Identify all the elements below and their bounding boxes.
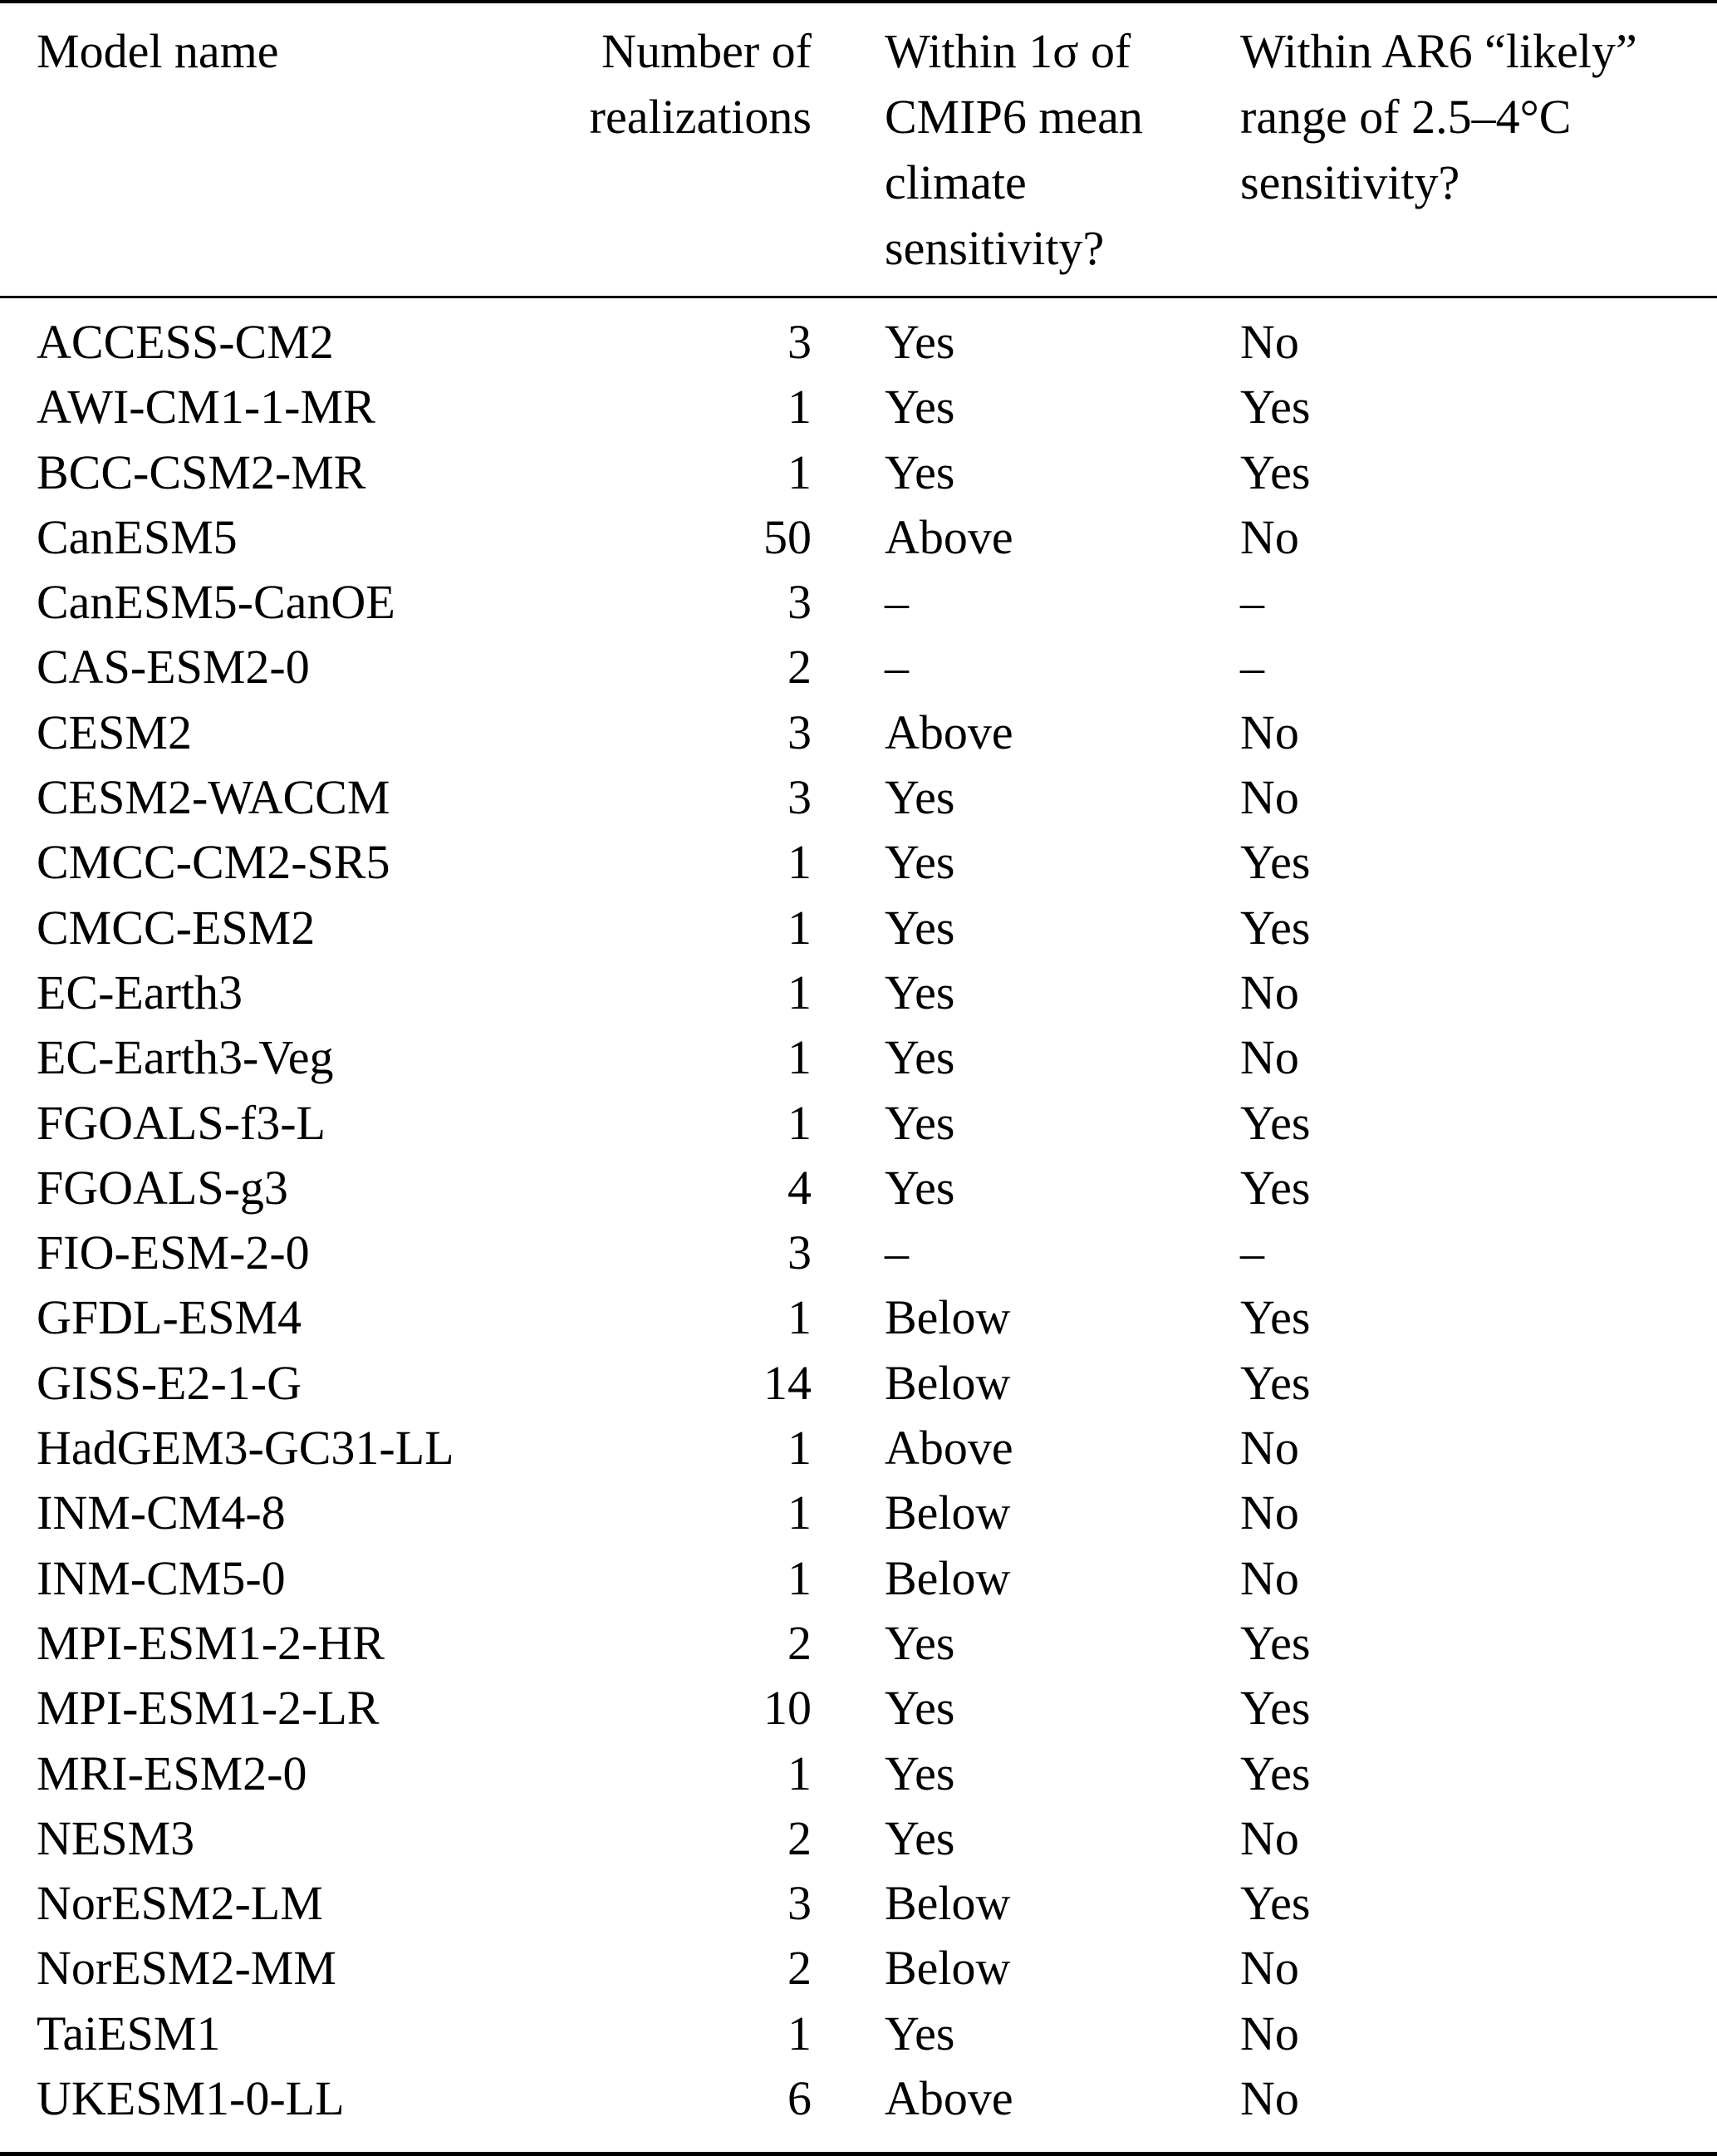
- ar6-likely-range-cell: Yes: [1240, 1095, 1311, 1150]
- model-name-cell: FGOALS-f3-L: [37, 1095, 326, 1150]
- realizations-cell: 2: [787, 1810, 812, 1865]
- model-name-cell: GFDL-ESM4: [37, 1290, 302, 1345]
- ar6-likely-range-cell: Yes: [1240, 1615, 1311, 1670]
- header-line: sensitivity?: [885, 221, 1105, 275]
- ar6-likely-range-cell: –: [1240, 1225, 1264, 1280]
- model-name-cell: ACCESS-CM2: [37, 315, 334, 369]
- table-row: [0, 1936, 1717, 2001]
- realizations-cell: 1: [787, 380, 812, 435]
- table-row: [0, 1676, 1717, 1741]
- table-bottom-rule: [0, 2152, 1717, 2156]
- cmip6-sigma-cell: Yes: [885, 1095, 955, 1150]
- table-body: [0, 310, 1717, 2131]
- model-name-cell: NorESM2-LM: [37, 1876, 323, 1931]
- ar6-likely-range-cell: No: [1240, 1810, 1299, 1865]
- realizations-cell: 3: [787, 575, 812, 630]
- model-name-cell: CESM2-WACCM: [37, 770, 390, 825]
- table-row: [0, 1351, 1717, 1416]
- cmip6-sigma-cell: Yes: [885, 444, 955, 499]
- model-name-cell: FGOALS-g3: [37, 1160, 288, 1215]
- realizations-cell: 4: [787, 1160, 812, 1215]
- realizations-cell: 1: [787, 965, 812, 1019]
- ar6-likely-range-cell: –: [1240, 575, 1264, 630]
- header-line: Number of: [601, 24, 812, 78]
- cmip6-sigma-cell: Yes: [885, 380, 955, 435]
- ar6-likely-range-cell: Yes: [1240, 1681, 1311, 1736]
- table-row: [0, 505, 1717, 570]
- realizations-cell: 1: [787, 2006, 812, 2060]
- header-line: realizations: [589, 90, 812, 144]
- table-row: [0, 1481, 1717, 1545]
- table-row: [0, 1025, 1717, 1090]
- realizations-cell: 3: [787, 1225, 812, 1280]
- cmip6-sigma-cell: Below: [885, 1941, 1011, 1996]
- table-row: [0, 1806, 1717, 1871]
- model-name-cell: CanESM5: [37, 509, 238, 564]
- header-line: sensitivity?: [1240, 155, 1460, 209]
- cmip6-sigma-cell: Yes: [885, 1681, 955, 1736]
- table-row: [0, 1156, 1717, 1220]
- header-line: CMIP6 mean: [885, 90, 1143, 144]
- realizations-cell: 1: [787, 900, 812, 955]
- realizations-cell: 1: [787, 1421, 812, 1476]
- cmip6-sigma-cell: Above: [885, 705, 1013, 759]
- model-name-cell: CAS-ESM2-0: [37, 640, 310, 695]
- cmip6-sigma-cell: Yes: [885, 315, 955, 369]
- header-line: range of 2.5–4°C: [1240, 90, 1572, 144]
- realizations-cell: 10: [763, 1681, 812, 1736]
- cmip6-sigma-cell: Below: [885, 1355, 1011, 1410]
- ar6-likely-range-cell: Yes: [1240, 1876, 1311, 1931]
- realizations-cell: 2: [787, 1941, 812, 1996]
- cmip6-sigma-cell: Yes: [885, 900, 955, 955]
- ar6-likely-range-cell: Yes: [1240, 1160, 1311, 1215]
- realizations-cell: 3: [787, 1876, 812, 1931]
- realizations-cell: 2: [787, 640, 812, 695]
- table-row: [0, 1416, 1717, 1481]
- cmip6-sigma-cell: –: [885, 1225, 909, 1280]
- realizations-cell: 50: [763, 509, 812, 564]
- ar6-likely-range-cell: Yes: [1240, 1746, 1311, 1800]
- table-row: [0, 1871, 1717, 1936]
- model-name-cell: MRI-ESM2-0: [37, 1746, 307, 1800]
- ar6-likely-range-cell: No: [1240, 1421, 1299, 1476]
- table-row: [0, 1546, 1717, 1611]
- model-name-cell: HadGEM3-GC31-LL: [37, 1421, 454, 1476]
- ar6-likely-range-cell: No: [1240, 315, 1299, 369]
- cmip6-sigma-cell: Above: [885, 2071, 1013, 2126]
- model-name-cell: AWI-CM1-1-MR: [37, 380, 375, 435]
- cmip6-sigma-cell: –: [885, 575, 909, 630]
- ar6-likely-range-cell: No: [1240, 1941, 1299, 1996]
- cmip6-sigma-cell: Yes: [885, 835, 955, 890]
- model-name-cell: MPI-ESM1-2-LR: [37, 1681, 380, 1736]
- header-line: Within AR6 “likely”: [1240, 24, 1637, 78]
- model-name-cell: CanESM5-CanOE: [37, 575, 395, 630]
- model-name-cell: NESM3: [37, 1810, 195, 1865]
- table-row: [0, 765, 1717, 830]
- realizations-cell: 6: [787, 2071, 812, 2126]
- table-header: [0, 18, 1717, 284]
- ar6-likely-range-cell: No: [1240, 705, 1299, 759]
- model-name-cell: GISS-E2-1-G: [37, 1355, 302, 1410]
- realizations-cell: 1: [787, 444, 812, 499]
- table-row: [0, 310, 1717, 375]
- model-name-cell: CESM2: [37, 705, 192, 759]
- cmip6-sigma-cell: Yes: [885, 1160, 955, 1215]
- ar6-likely-range-cell: No: [1240, 2006, 1299, 2060]
- cmip6-sigma-cell: Above: [885, 1421, 1013, 1476]
- cmip6-sigma-cell: Yes: [885, 2006, 955, 2060]
- table-row: [0, 1611, 1717, 1676]
- table-row: [0, 2001, 1717, 2066]
- model-name-cell: INM-CM5-0: [37, 1550, 286, 1605]
- cmip6-sigma-cell: Yes: [885, 1030, 955, 1085]
- realizations-cell: 1: [787, 1550, 812, 1605]
- cmip6-sigma-cell: Yes: [885, 1615, 955, 1670]
- realizations-cell: 1: [787, 1486, 812, 1540]
- cmip6-sigma-cell: Below: [885, 1550, 1011, 1605]
- model-name-cell: INM-CM4-8: [37, 1486, 286, 1540]
- ar6-likely-range-cell: Yes: [1240, 444, 1311, 499]
- realizations-cell: 1: [787, 1030, 812, 1085]
- ar6-likely-range-cell: No: [1240, 509, 1299, 564]
- model-name-cell: CMCC-CM2-SR5: [37, 835, 390, 890]
- cmip6-sigma-cell: Yes: [885, 1746, 955, 1800]
- realizations-cell: 1: [787, 835, 812, 890]
- realizations-cell: 3: [787, 315, 812, 369]
- ar6-likely-range-cell: Yes: [1240, 1290, 1311, 1345]
- model-name-cell: UKESM1-0-LL: [37, 2071, 345, 2126]
- model-name-cell: EC-Earth3-Veg: [37, 1030, 334, 1085]
- model-name-cell: CMCC-ESM2: [37, 900, 316, 955]
- ar6-likely-range-cell: Yes: [1240, 1355, 1311, 1410]
- table-row: [0, 830, 1717, 895]
- header-within-ar6: [1240, 18, 1637, 215]
- realizations-cell: 2: [787, 1615, 812, 1670]
- model-name-cell: BCC-CSM2-MR: [37, 444, 366, 499]
- realizations-cell: 3: [787, 770, 812, 825]
- table-row: [0, 960, 1717, 1025]
- table-top-rule: [0, 0, 1717, 3]
- table-row: [0, 896, 1717, 960]
- table-row: [0, 375, 1717, 440]
- header-line: climate: [885, 155, 1027, 209]
- ar6-likely-range-cell: No: [1240, 965, 1299, 1019]
- realizations-cell: 1: [787, 1746, 812, 1800]
- ar6-likely-range-cell: No: [1240, 1030, 1299, 1085]
- realizations-cell: 3: [787, 705, 812, 759]
- table-row: [0, 1741, 1717, 1806]
- ar6-likely-range-cell: Yes: [1240, 900, 1311, 955]
- ar6-likely-range-cell: No: [1240, 1486, 1299, 1540]
- cmip6-sigma-cell: Below: [885, 1486, 1011, 1540]
- realizations-cell: 14: [763, 1355, 812, 1410]
- ar6-likely-range-cell: No: [1240, 770, 1299, 825]
- ar6-likely-range-cell: Yes: [1240, 380, 1311, 435]
- table-row: [0, 440, 1717, 505]
- table-row: [0, 1091, 1717, 1156]
- model-name-cell: NorESM2-MM: [37, 1941, 336, 1996]
- table-row: [0, 2066, 1717, 2131]
- cmip6-sigma-cell: –: [885, 640, 909, 695]
- ar6-likely-range-cell: No: [1240, 2071, 1299, 2126]
- ar6-likely-range-cell: No: [1240, 1550, 1299, 1605]
- table-row: [0, 570, 1717, 635]
- cmip6-sigma-cell: Yes: [885, 965, 955, 1019]
- cmip6-sigma-cell: Yes: [885, 770, 955, 825]
- header-model-name: [37, 18, 279, 84]
- table-row: [0, 700, 1717, 765]
- table-row: [0, 1220, 1717, 1285]
- table-row: [0, 635, 1717, 700]
- header-number-of-realizations: [590, 18, 812, 150]
- ar6-likely-range-cell: Yes: [1240, 835, 1311, 890]
- ar6-likely-range-cell: –: [1240, 640, 1264, 695]
- realizations-cell: 1: [787, 1290, 812, 1345]
- cmip6-sigma-cell: Below: [885, 1876, 1011, 1931]
- header-line: Within 1σ of: [885, 24, 1131, 78]
- model-name-cell: FIO-ESM-2-0: [37, 1225, 310, 1280]
- cmip6-sigma-cell: Yes: [885, 1810, 955, 1865]
- table-header-rule: [0, 296, 1717, 298]
- model-name-cell: MPI-ESM1-2-HR: [37, 1615, 385, 1670]
- cmip6-sigma-cell: Above: [885, 509, 1013, 564]
- model-name-cell: TaiESM1: [37, 2006, 221, 2060]
- realizations-cell: 1: [787, 1095, 812, 1150]
- header-within-cmip6: [885, 18, 1143, 281]
- table-row: [0, 1285, 1717, 1350]
- model-name-cell: EC-Earth3: [37, 965, 243, 1019]
- cmip6-sigma-cell: Below: [885, 1290, 1011, 1345]
- header-line: Model name: [37, 24, 279, 78]
